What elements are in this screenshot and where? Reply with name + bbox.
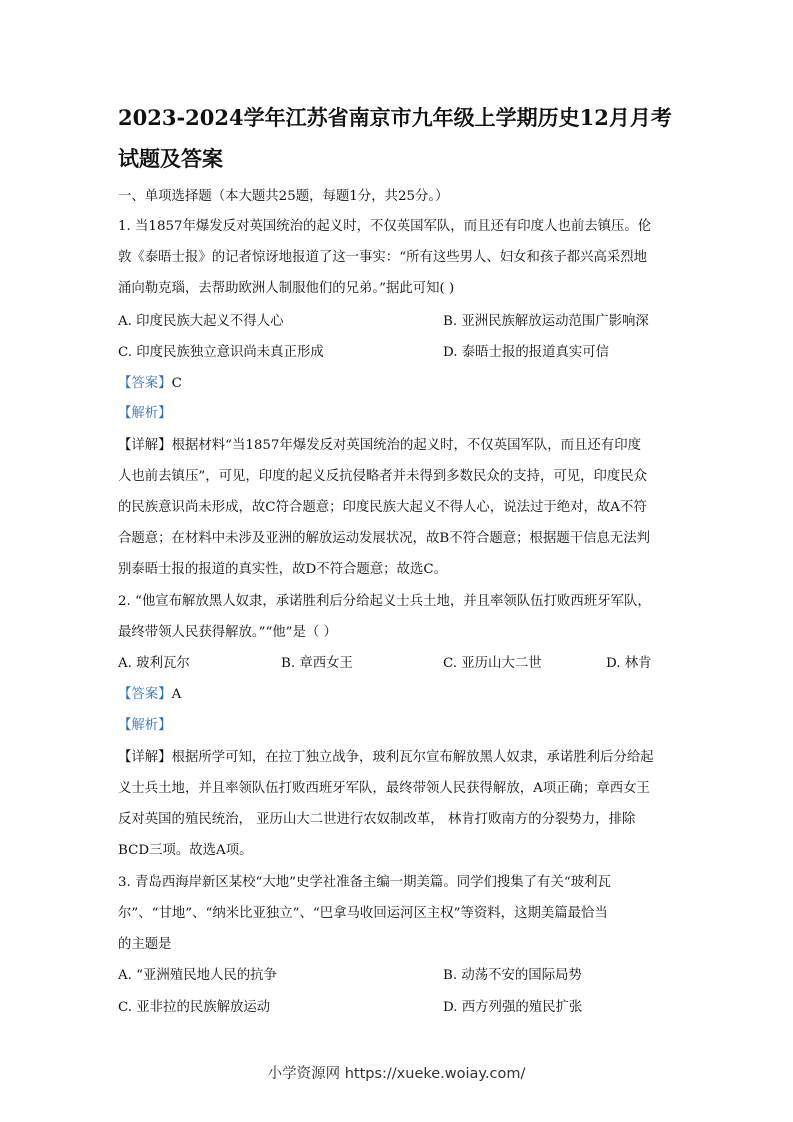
- question-3-option-d: D. 西方列强的殖民扩张: [443, 1000, 583, 1015]
- question-1-stem-line-2: 敦《泰晤士报》的记者惊讶地报道了这一事实：“所有这些男人、妇女和孩子都兴高采烈地: [118, 250, 648, 265]
- question-2-detail-line-3: 反对英国的殖民统治， 亚历山大二世进行农奴制改革， 林肯打败南方的分裂势力，排除: [118, 812, 636, 827]
- question-1-option-d: D. 泰晤士报的报道真实可信: [443, 345, 610, 360]
- question-2-stem-line-1: 2. “他宣布解放黑人奴隶，承诺胜利后分给起义士兵土地，并且率领队伍打败西班牙军队，: [118, 594, 651, 609]
- question-1-detail-line-2: 人也前去镇压”，可见，印度的起义反抗侵略者并未得到多数民众的支持，可见，印度民众: [118, 469, 648, 484]
- question-2-answer: [118, 686, 181, 704]
- question-1-detail-line-4: 合题意；在材料中未涉及亚洲的解放运动发展状况，故B不符合题意；根据题干信息无法判: [118, 531, 651, 546]
- question-1-option-b: B. 亚洲民族解放运动范围广影响深: [443, 314, 649, 329]
- question-2-option-a: A. 玻利瓦尔: [118, 656, 190, 671]
- question-2-detail-line-1: [118, 749, 654, 767]
- question-1-stem-line-3: 涌向勒克瑙，去帮助欧洲人制服他们的兄弟。”据此可知( ): [118, 281, 455, 296]
- question-1-detail-line-1: [118, 437, 641, 455]
- question-1-option-a: A. 印度民族大起义不得人心: [118, 314, 284, 329]
- question-1-analysis-label: 【解析】: [118, 406, 172, 421]
- footer-watermark[interactable]: 小学资源网 https://xueke.woiay.com/: [267, 1066, 526, 1082]
- question-1-answer: [118, 375, 182, 393]
- document-title-line-2: 试题及答案: [118, 146, 223, 171]
- question-3-option-a: A. “亚洲殖民地人民的抗争: [118, 968, 277, 983]
- question-2-option-d: D. 林肯: [606, 656, 652, 671]
- answer-value: C: [171, 376, 182, 391]
- question-2-analysis-label: 【解析】: [118, 718, 172, 733]
- question-2-option-c: C. 亚历山大二世: [443, 656, 542, 671]
- detail-text: 根据材料“当1857年爆发反对英国统治的起义时，不仅英国军队，而且还有印度: [171, 438, 641, 453]
- answer-label: 【答案】: [118, 376, 172, 391]
- question-3-stem-line-1: 3. 青岛西海岸新区某校“大地”史学社准备主编一期美篇。同学们搜集了有关“玻利瓦: [118, 875, 611, 890]
- detail-text: 根据所学可知，在拉丁独立战争，玻利瓦尔宣布解放黑人奴隶，承诺胜利后分给起: [171, 750, 654, 765]
- question-2-stem-line-2: 最终带领人民获得解放。”“他”是（ ）: [118, 625, 337, 640]
- section-heading: 一、单项选择题（本大题共25题，每题1分，共25分。）: [118, 189, 449, 204]
- question-2-option-b: B. 章西女王: [281, 656, 353, 671]
- question-2-detail-line-2: 义士兵土地，并且率领队伍打败西班牙军队，最终带领人民获得解放，A项正确；章西女王: [118, 781, 650, 796]
- question-2-detail-line-4: BCD三项。故选A项。: [118, 843, 253, 858]
- question-3-stem-line-3: 的主题是: [118, 937, 172, 952]
- detail-label: 【详解】: [118, 750, 172, 765]
- question-1-detail-line-5: 别泰晤士报的报道的真实性，故D不符合题意；故选C。: [118, 562, 447, 577]
- answer-label: 【答案】: [118, 687, 172, 702]
- question-3-option-b: B. 动荡不安的国际局势: [443, 968, 582, 983]
- question-1-stem-line-1: 1. 当1857年爆发反对英国统治的起义时，不仅英国军队，而且还有印度人也前去镇压。伦: [118, 219, 652, 234]
- question-3-stem-line-2: 尔”、“甘地”、“纳米比亚独立”、“巴拿马收回运河区主权”等资料，这期美篇最恰当: [118, 906, 608, 921]
- question-1-option-c: C. 印度民族独立意识尚未真正形成: [118, 345, 324, 360]
- detail-label: 【详解】: [118, 438, 172, 453]
- question-3-option-c: C. 亚非拉的民族解放运动: [118, 1000, 271, 1015]
- question-1-detail-line-3: 的民族意识尚未形成，故C符合题意；印度民族大起义不得人心，说法过于绝对，故A不符: [118, 500, 647, 515]
- answer-value: A: [171, 687, 182, 702]
- document-title-line-1: 2023-2024学年江苏省南京市九年级上学期历史12月月考: [118, 105, 672, 130]
